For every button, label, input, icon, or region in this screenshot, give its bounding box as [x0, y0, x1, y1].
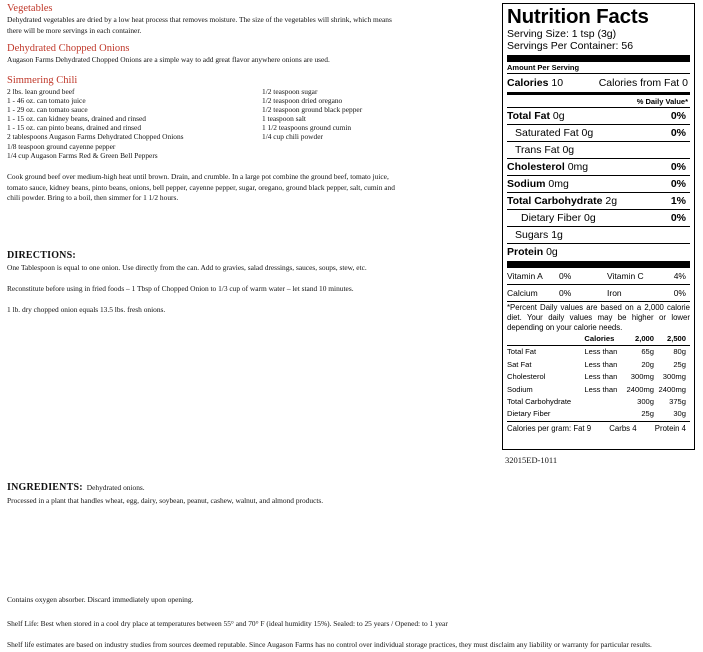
disclaimer-note: Shelf life estimates are based on industry studies from sources deemed reputable. Since Augason Farms has no control over individual storage practices, they must disclaim any liability or warranty for particular results. — [7, 640, 652, 649]
dv-cell: Total Fat — [507, 347, 537, 357]
daily-value-footnote: *Percent Daily values are based on a 2,000 calorie diet. Your daily values may be higher or lower depending on your calorie needs. — [507, 303, 690, 332]
dv-cell: 65g — [641, 347, 654, 357]
dv-table-header — [507, 333, 690, 346]
daily-value-header: % Daily Value* — [636, 97, 688, 106]
daily-value-table — [507, 333, 690, 421]
dv-header-cell: Calories — [584, 334, 615, 343]
ingredient-item: 1/4 cup Augason Farms Red & Green Bell Peppers — [7, 150, 158, 160]
dv-table-row — [507, 359, 690, 371]
product-code: 32015ED-1011 — [505, 455, 558, 465]
dv-cell: Dietary Fiber — [507, 409, 551, 419]
dv-cell: 300g — [637, 397, 654, 407]
dv-cell: Sodium — [507, 384, 533, 394]
directions-line2: Reconstitute before using in fried foods – 1 Tbsp of Chopped Onion to 1/3 cup of warm water – let stand 10 minutes. — [7, 284, 354, 293]
cholesterol-row: Cholesterol 0mg 0% — [507, 158, 690, 175]
trans-fat-row: Trans Fat 0g — [507, 141, 690, 158]
dv-table-row — [507, 346, 690, 359]
recipe-heading: Simmering Chili — [7, 75, 78, 86]
dietary-fiber-row: Dietary Fiber 0g 0% — [507, 209, 690, 226]
dv-header-cell: 2,000 — [634, 334, 654, 343]
ingredient-item: 1 - 15 oz. can kidney beans, drained and rinsed — [7, 114, 146, 124]
serving-size: Serving Size: 1 tsp (3g) — [507, 28, 617, 40]
saturated-fat-row: Saturated Fat 0g 0% — [507, 124, 690, 141]
recipe-ingredients-right — [262, 87, 492, 142]
directions-line3: 1 lb. dry chopped onion equals 13.5 lbs. fresh onions. — [7, 305, 166, 314]
divider-thick — [507, 55, 690, 62]
nutrition-facts-panel — [502, 3, 695, 450]
recipe-ingredients-left — [7, 87, 257, 160]
dv-cell: 300mg — [630, 372, 654, 382]
calories-per-gram: Calories per gram: Fat 9 Carbs 4 Protein 4 — [507, 421, 690, 436]
ingredients-line — [7, 477, 145, 495]
dv-cell: 20g — [641, 359, 654, 369]
total-fat-row: Total Fat 0g 0% — [507, 107, 690, 124]
onions-text: Augason Farms Dehydrated Chopped Onions are a simple way to add great flavor anywhere onions are used. — [7, 55, 330, 64]
shelf-life-note: Shelf Life: Best when stored in a cool dry place at temperatures between 55° and 70° F (ideal humidity 15%). Sealed: to 25 years / Opened: to 1 year — [7, 619, 448, 628]
nutrition-title: Nutrition Facts — [507, 5, 649, 28]
dv-cell: 375g — [669, 397, 686, 407]
dv-cell: Less than — [584, 384, 618, 394]
ingredients-value: Dehydrated onions. — [86, 483, 145, 492]
ingredient-item: 2 tablespoons Augason Farms Dehydrated Chopped Onions — [7, 132, 184, 142]
dv-table-row — [507, 371, 690, 383]
ingredient-item: 2 lbs. lean ground beef — [7, 87, 75, 96]
ingredient-item: 1 1/2 teaspoons ground cumin — [262, 123, 352, 133]
protein-row: Protein 0g — [507, 243, 690, 260]
ingredient-item: 1 teaspoon salt — [262, 114, 306, 124]
dv-cell — [580, 408, 622, 420]
dv-cell: Total Carbohydrate — [507, 397, 572, 407]
vegetables-text: Dehydrated vegetables are dried by a low heat process that removes moisture. The size of the vegetables will shrink, which means there will be more servings in each container. — [7, 15, 392, 35]
ingredient-item: 1 - 46 oz. can tomato juice — [7, 96, 86, 106]
oxygen-absorber-note: Contains oxygen absorber. Discard immediately upon opening. — [7, 595, 194, 604]
ingredient-item: 1/2 teaspoon sugar — [262, 87, 318, 96]
directions-line1: One Tablespoon is equal to one onion. Use directly from the can. Add to gravies, salad dressings, sauces, soups, stew, etc. — [7, 263, 367, 272]
directions-heading: DIRECTIONS: — [7, 250, 76, 261]
servings-per-container: Servings Per Container: 56 — [507, 40, 634, 52]
ingredient-item: 1 - 29 oz. can tomato sauce — [7, 105, 88, 115]
dv-cell: 2400mg — [658, 384, 686, 394]
recipe-method: Cook ground beef over medium-high heat until brown. Drain, and crumble. In a large pot combine the ground beef, tomato juice, tomato sauce, kidney beans, pinto beans, onions, bell pepper, cayenne pepper, sugar, oregano, ground black pepper, salt, cumin and chili powder. Bring to a boil, then simmer for 1 1/2 hours. — [7, 172, 395, 202]
ingredient-item: 1/2 teaspoon dried oregano — [262, 96, 343, 106]
amount-per-serving: Amount Per Serving — [507, 63, 580, 72]
dv-cell: 25g — [673, 359, 686, 369]
ingredient-item: 1 - 15 oz. can pinto beans, drained and rinsed — [7, 123, 142, 133]
calories-row: Calories 10 Calories from Fat 0 — [507, 73, 690, 91]
divider-thick-2 — [507, 261, 690, 268]
dv-cell: Sat Fat — [507, 359, 532, 369]
dv-cell: Less than — [584, 347, 618, 357]
dv-cell — [580, 396, 622, 408]
ingredient-item: 1/4 cup chili powder — [262, 132, 323, 142]
divider-medium — [507, 92, 690, 95]
dv-cell: 30g — [673, 409, 686, 419]
dv-table-row — [507, 384, 690, 396]
onions-heading: Dehydrated Chopped Onions — [7, 43, 130, 54]
dv-table-row — [507, 408, 690, 420]
dv-table-row — [507, 396, 690, 408]
vegetables-heading: Vegetables — [7, 3, 53, 14]
sugars-row: Sugars 1g — [507, 226, 690, 243]
dv-cell: Less than — [584, 359, 618, 369]
vitamin-row-1: Vitamin A 0% Vitamin C 4% — [507, 271, 686, 281]
dv-cell: 25g — [641, 409, 654, 419]
ingredient-item: 1/2 teaspoon ground black pepper — [262, 105, 363, 115]
ingredients-heading: INGREDIENTS: — [7, 482, 83, 493]
total-carbohydrate-row: Total Carbohydrate 2g 1% — [507, 192, 690, 209]
dv-cell: Less than — [584, 372, 618, 382]
dv-cell: 300mg — [662, 372, 686, 382]
dv-cell: Cholesterol — [507, 372, 546, 382]
ingredient-item: 1/8 teaspoon ground cayenne pepper — [7, 141, 116, 151]
dv-cell: 80g — [673, 347, 686, 357]
sodium-row: Sodium 0mg 0% — [507, 175, 690, 192]
dv-cell: 2400mg — [626, 384, 654, 394]
allergen-statement: Processed in a plant that handles wheat, egg, dairy, soybean, peanut, cashew, walnut, and almond products. — [7, 496, 324, 505]
dv-header-cell — [507, 333, 580, 346]
vitamin-row-2: Calcium 0% Iron 0% — [507, 284, 690, 301]
dv-header-cell: 2,500 — [666, 334, 686, 343]
